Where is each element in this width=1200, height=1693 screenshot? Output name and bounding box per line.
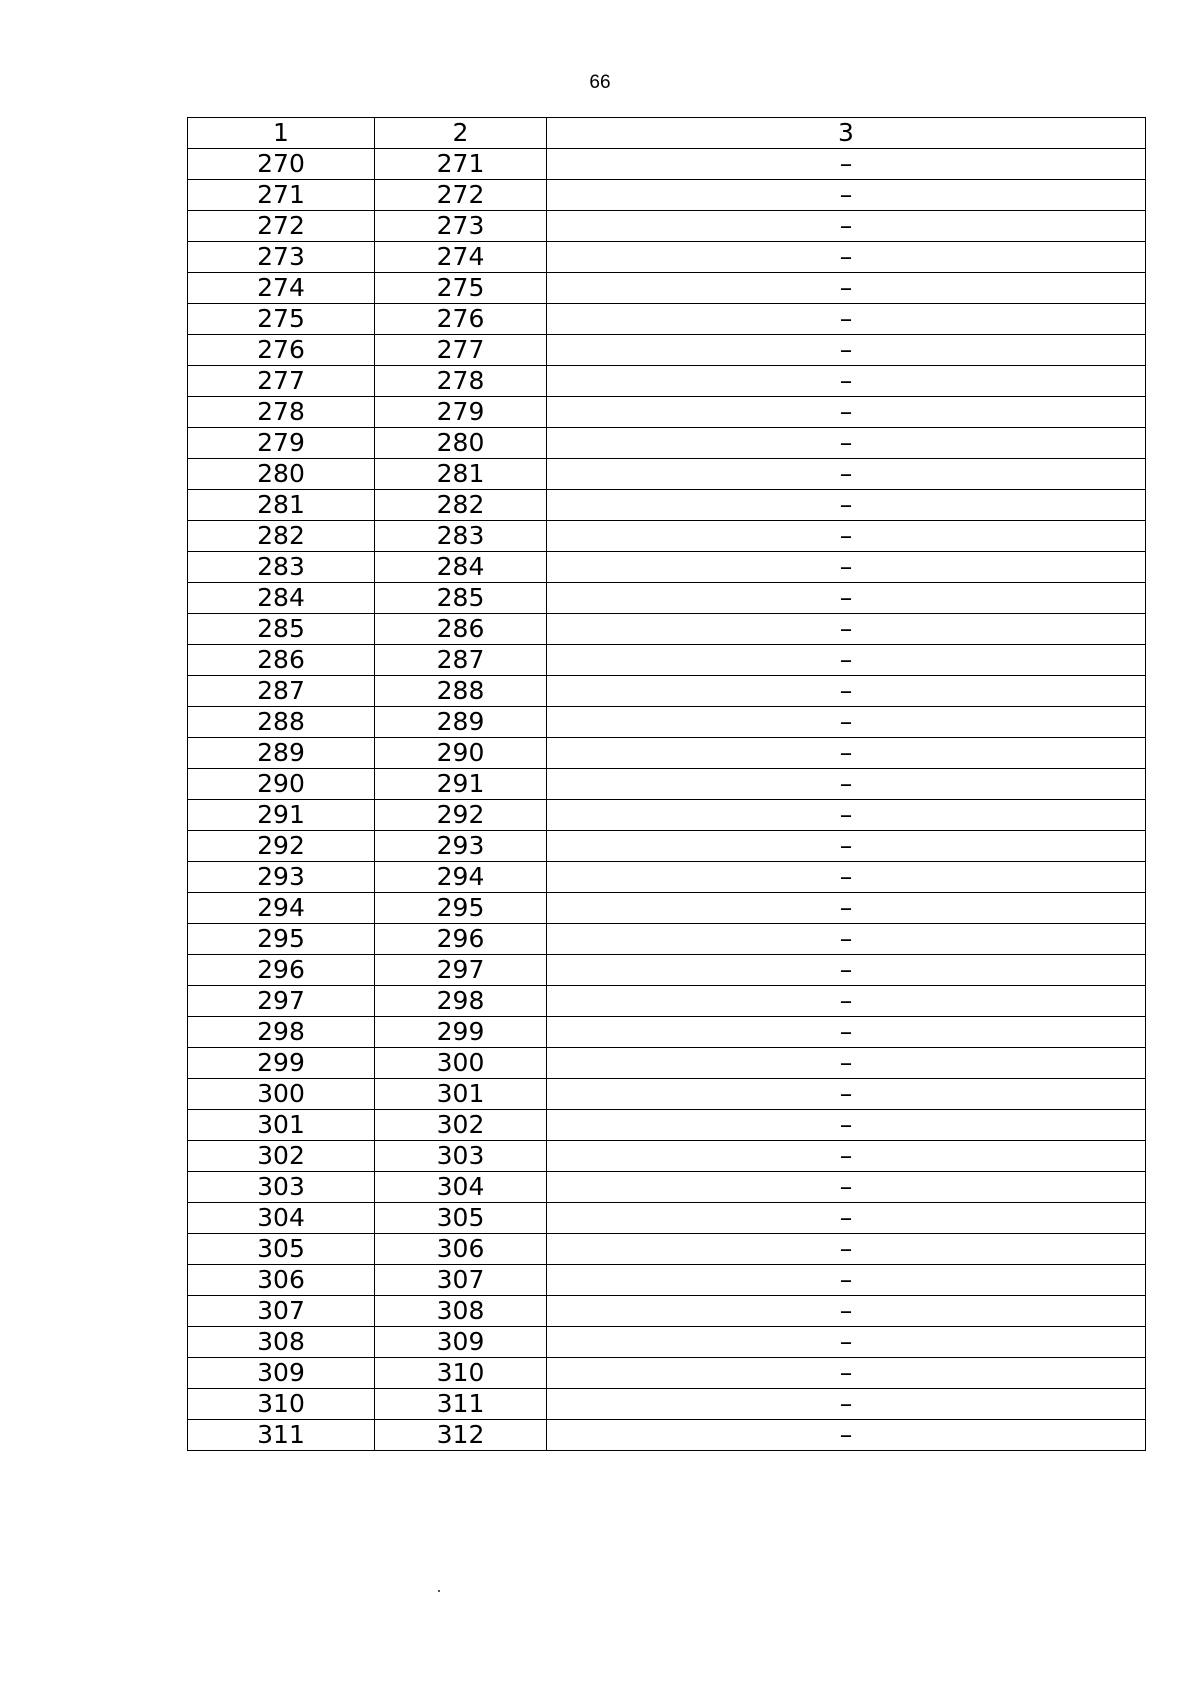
table-cell-col-2: 280 — [375, 428, 547, 459]
table-row — [188, 552, 1146, 583]
table-cell-col-2: 303 — [375, 1141, 547, 1172]
table-cell-col-2: 286 — [375, 614, 547, 645]
table-cell-col-3: – — [547, 800, 1146, 831]
table-row — [188, 397, 1146, 428]
table-cell-col-2: 287 — [375, 645, 547, 676]
table-cell-col-2: 282 — [375, 490, 547, 521]
table-cell-col-3: – — [547, 335, 1146, 366]
table-row — [188, 242, 1146, 273]
table-cell-col-2: 274 — [375, 242, 547, 273]
table-row — [188, 1265, 1146, 1296]
table-cell-col-2: 311 — [375, 1389, 547, 1420]
table-row — [188, 645, 1146, 676]
table-cell-col-2: 306 — [375, 1234, 547, 1265]
table-cell-col-3: – — [547, 1327, 1146, 1358]
table-cell-col-2: 291 — [375, 769, 547, 800]
table-cell-col-2: 302 — [375, 1110, 547, 1141]
table-row — [188, 211, 1146, 242]
table-cell-col-3: – — [547, 211, 1146, 242]
table-cell-col-2: 279 — [375, 397, 547, 428]
table-cell-col-3: – — [547, 707, 1146, 738]
table-row — [188, 831, 1146, 862]
table-cell-col-3: – — [547, 1017, 1146, 1048]
table-cell-col-2: 283 — [375, 521, 547, 552]
column-header-1: 1 — [188, 118, 375, 149]
table-cell-col-2: 305 — [375, 1203, 547, 1234]
table-row — [188, 1420, 1146, 1451]
table-cell-col-2: 277 — [375, 335, 547, 366]
table-cell-col-3: – — [547, 180, 1146, 211]
table-body — [188, 149, 1146, 1451]
table-cell-col-3: – — [547, 1420, 1146, 1451]
table-cell-col-2: 275 — [375, 273, 547, 304]
table-cell-col-3: – — [547, 273, 1146, 304]
table-row — [188, 1234, 1146, 1265]
table-row — [188, 1141, 1146, 1172]
table-cell-col-1: 292 — [188, 831, 375, 862]
table-cell-col-2: 312 — [375, 1420, 547, 1451]
table-cell-col-3: – — [547, 242, 1146, 273]
table-cell-col-1: 310 — [188, 1389, 375, 1420]
table-cell-col-3: – — [547, 1358, 1146, 1389]
table-row — [188, 521, 1146, 552]
table-cell-col-1: 285 — [188, 614, 375, 645]
table-cell-col-3: – — [547, 304, 1146, 335]
table-cell-col-2: 285 — [375, 583, 547, 614]
table-cell-col-3: – — [547, 769, 1146, 800]
table-cell-col-3: – — [547, 1296, 1146, 1327]
table-cell-col-3: – — [547, 490, 1146, 521]
table-row — [188, 459, 1146, 490]
table-row — [188, 1296, 1146, 1327]
table-cell-col-2: 271 — [375, 149, 547, 180]
table-row — [188, 366, 1146, 397]
table-cell-col-2: 310 — [375, 1358, 547, 1389]
table-cell-col-2: 276 — [375, 304, 547, 335]
table-header — [188, 118, 1146, 149]
table-cell-col-3: – — [547, 986, 1146, 1017]
table-row — [188, 490, 1146, 521]
table-cell-col-1: 289 — [188, 738, 375, 769]
table-cell-col-1: 281 — [188, 490, 375, 521]
table-row — [188, 583, 1146, 614]
page-number: 66 — [589, 72, 611, 93]
table-cell-col-1: 291 — [188, 800, 375, 831]
table-row — [188, 428, 1146, 459]
table-row — [188, 955, 1146, 986]
table-cell-col-1: 275 — [188, 304, 375, 335]
table-row — [188, 335, 1146, 366]
table-cell-col-2: 273 — [375, 211, 547, 242]
table-row — [188, 893, 1146, 924]
table-cell-col-3: – — [547, 1389, 1146, 1420]
table-cell-col-3: – — [547, 924, 1146, 955]
table-row — [188, 769, 1146, 800]
table-cell-col-3: – — [547, 1110, 1146, 1141]
table-cell-col-1: 307 — [188, 1296, 375, 1327]
table-cell-col-1: 308 — [188, 1327, 375, 1358]
table-cell-col-1: 288 — [188, 707, 375, 738]
table-cell-col-2: 278 — [375, 366, 547, 397]
table-row — [188, 1172, 1146, 1203]
table-cell-col-2: 295 — [375, 893, 547, 924]
table-cell-col-3: – — [547, 149, 1146, 180]
table-cell-col-2: 290 — [375, 738, 547, 769]
table-cell-col-2: 281 — [375, 459, 547, 490]
table-cell-col-1: 282 — [188, 521, 375, 552]
table-cell-col-2: 272 — [375, 180, 547, 211]
table-row — [188, 1327, 1146, 1358]
table-cell-col-3: – — [547, 1141, 1146, 1172]
table-cell-col-3: – — [547, 614, 1146, 645]
table-cell-col-3: – — [547, 459, 1146, 490]
table-row — [188, 800, 1146, 831]
table-cell-col-1: 293 — [188, 862, 375, 893]
table-cell-col-3: – — [547, 366, 1146, 397]
table-row — [188, 180, 1146, 211]
table-cell-col-1: 284 — [188, 583, 375, 614]
table-cell-col-2: 307 — [375, 1265, 547, 1296]
table-cell-col-3: – — [547, 552, 1146, 583]
table-cell-col-1: 287 — [188, 676, 375, 707]
table-cell-col-3: – — [547, 428, 1146, 459]
table-row — [188, 1110, 1146, 1141]
table-cell-col-1: 274 — [188, 273, 375, 304]
table-row — [188, 1358, 1146, 1389]
table-cell-col-3: – — [547, 521, 1146, 552]
table-cell-col-1: 303 — [188, 1172, 375, 1203]
table-cell-col-2: 294 — [375, 862, 547, 893]
table-cell-col-1: 279 — [188, 428, 375, 459]
table-cell-col-3: – — [547, 831, 1146, 862]
table-row — [188, 707, 1146, 738]
table-cell-col-3: – — [547, 1172, 1146, 1203]
table-cell-col-1: 305 — [188, 1234, 375, 1265]
table-cell-col-2: 288 — [375, 676, 547, 707]
table-cell-col-1: 270 — [188, 149, 375, 180]
table-cell-col-1: 277 — [188, 366, 375, 397]
table-row — [188, 614, 1146, 645]
table-cell-col-1: 301 — [188, 1110, 375, 1141]
table-cell-col-3: – — [547, 1265, 1146, 1296]
table-cell-col-3: – — [547, 645, 1146, 676]
table-cell-col-1: 276 — [188, 335, 375, 366]
table-cell-col-3: – — [547, 676, 1146, 707]
table-row — [188, 738, 1146, 769]
table-cell-col-2: 293 — [375, 831, 547, 862]
table-cell-col-2: 299 — [375, 1017, 547, 1048]
table-cell-col-2: 284 — [375, 552, 547, 583]
table-row — [188, 924, 1146, 955]
table-cell-col-3: – — [547, 1048, 1146, 1079]
table-cell-col-1: 294 — [188, 893, 375, 924]
table-row — [188, 862, 1146, 893]
table-cell-col-2: 309 — [375, 1327, 547, 1358]
header-row — [188, 118, 1146, 149]
table-cell-col-1: 299 — [188, 1048, 375, 1079]
table-cell-col-3: – — [547, 1079, 1146, 1110]
table-cell-col-1: 300 — [188, 1079, 375, 1110]
table-cell-col-1: 280 — [188, 459, 375, 490]
table-cell-col-3: – — [547, 893, 1146, 924]
table-cell-col-1: 304 — [188, 1203, 375, 1234]
table-cell-col-2: 304 — [375, 1172, 547, 1203]
table-cell-col-1: 273 — [188, 242, 375, 273]
table-cell-col-2: 292 — [375, 800, 547, 831]
table-row — [188, 1203, 1146, 1234]
table-cell-col-1: 271 — [188, 180, 375, 211]
table-cell-col-1: 283 — [188, 552, 375, 583]
table-cell-col-3: – — [547, 397, 1146, 428]
table-cell-col-1: 306 — [188, 1265, 375, 1296]
table-cell-col-1: 286 — [188, 645, 375, 676]
table-cell-col-1: 311 — [188, 1420, 375, 1451]
data-table — [187, 117, 1146, 1451]
column-header-2: 2 — [375, 118, 547, 149]
table-cell-col-1: 309 — [188, 1358, 375, 1389]
table-cell-col-2: 296 — [375, 924, 547, 955]
table-cell-col-3: – — [547, 1203, 1146, 1234]
table-cell-col-3: – — [547, 862, 1146, 893]
table-row — [188, 1017, 1146, 1048]
table-cell-col-3: – — [547, 583, 1146, 614]
table-row — [188, 304, 1146, 335]
table-cell-col-1: 272 — [188, 211, 375, 242]
column-header-3: 3 — [547, 118, 1146, 149]
table-row — [188, 986, 1146, 1017]
table-row — [188, 273, 1146, 304]
table-cell-col-3: – — [547, 955, 1146, 986]
table-row — [188, 1079, 1146, 1110]
table-cell-col-1: 290 — [188, 769, 375, 800]
stray-dot-mark — [438, 1590, 440, 1592]
table-cell-col-2: 300 — [375, 1048, 547, 1079]
table-row — [188, 1048, 1146, 1079]
table-cell-col-2: 289 — [375, 707, 547, 738]
table-cell-col-1: 295 — [188, 924, 375, 955]
table-row — [188, 676, 1146, 707]
table-cell-col-2: 308 — [375, 1296, 547, 1327]
table-row — [188, 1389, 1146, 1420]
table-cell-col-2: 301 — [375, 1079, 547, 1110]
table-cell-col-2: 297 — [375, 955, 547, 986]
table-cell-col-1: 278 — [188, 397, 375, 428]
table-cell-col-1: 297 — [188, 986, 375, 1017]
table-cell-col-1: 296 — [188, 955, 375, 986]
table-cell-col-2: 298 — [375, 986, 547, 1017]
table-cell-col-1: 298 — [188, 1017, 375, 1048]
table-row — [188, 149, 1146, 180]
table-cell-col-3: – — [547, 738, 1146, 769]
table-cell-col-3: – — [547, 1234, 1146, 1265]
table-cell-col-1: 302 — [188, 1141, 375, 1172]
